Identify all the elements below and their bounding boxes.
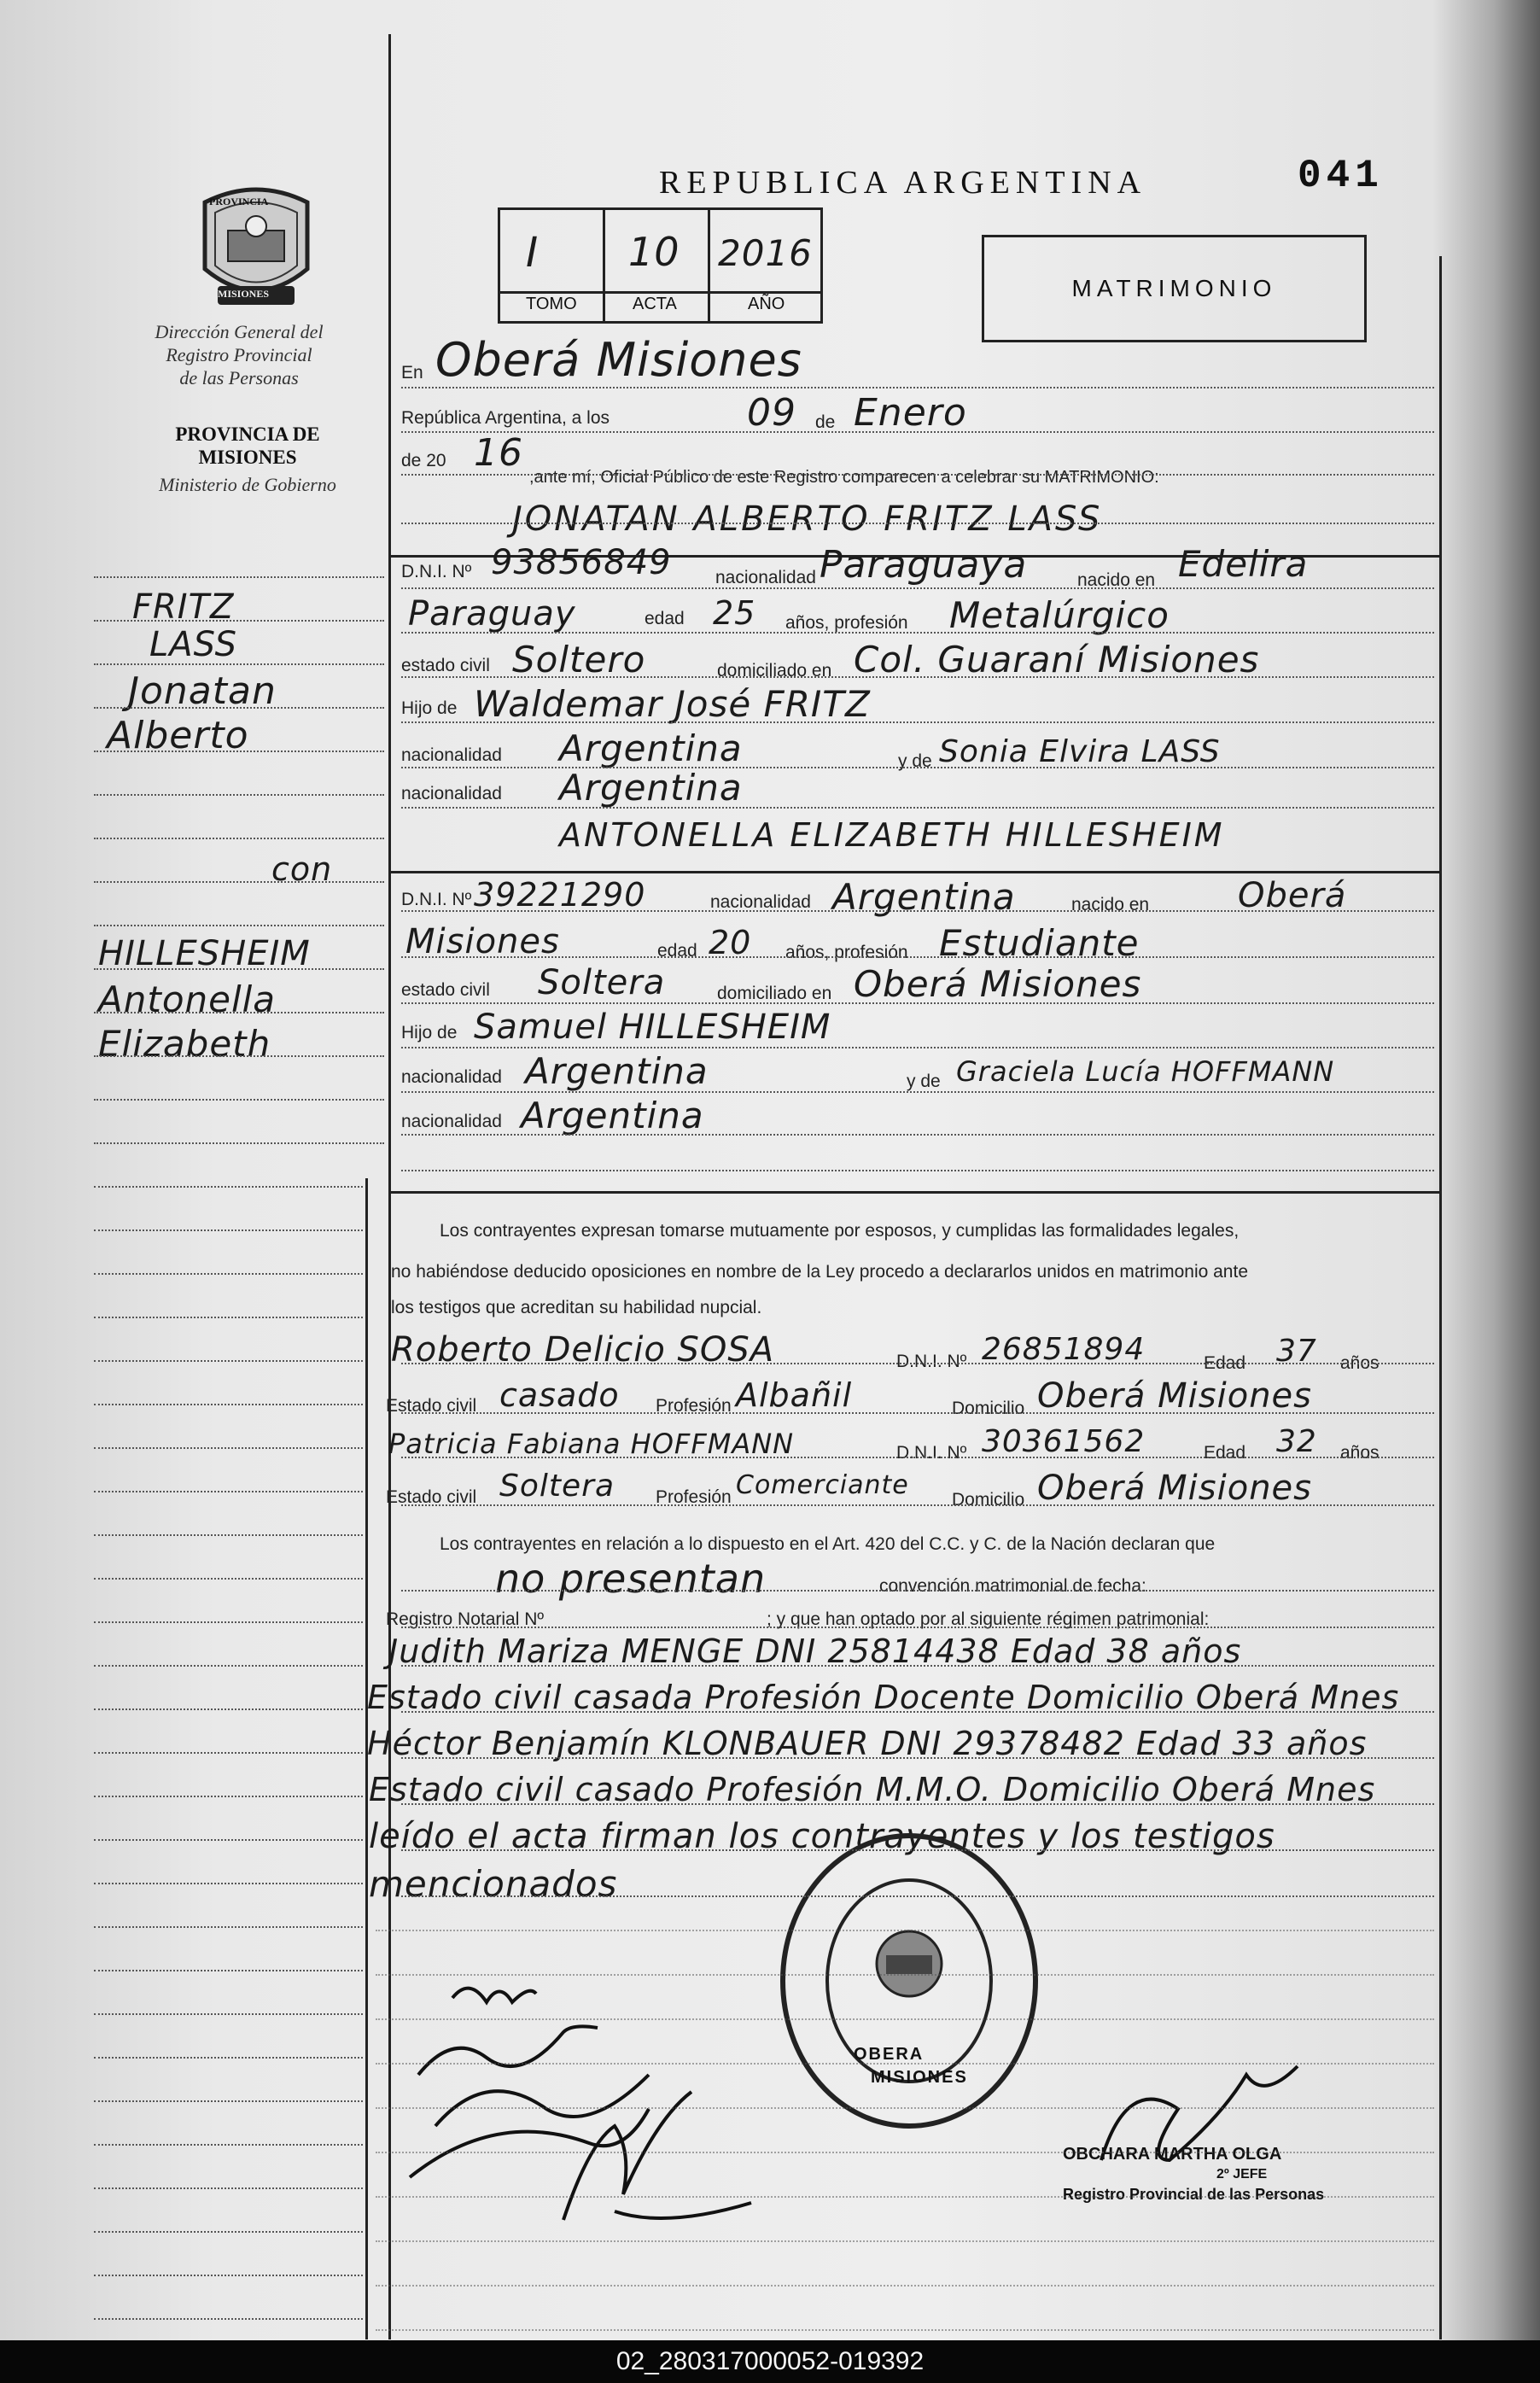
margin-ruling-line bbox=[94, 1404, 363, 1405]
signer-office: Registro Provincial de las Personas bbox=[1063, 2186, 1325, 2203]
right-rule bbox=[1439, 256, 1442, 2339]
margin-ruling-line bbox=[94, 1447, 363, 1449]
margin-ruling-line bbox=[94, 925, 384, 926]
edad-label: Edad bbox=[1204, 1443, 1246, 1463]
witness-profession: Comerciante bbox=[736, 1470, 909, 1500]
margin-ruling-line bbox=[94, 1360, 363, 1362]
province-name bbox=[115, 423, 380, 469]
registry-line: de las Personas bbox=[179, 367, 299, 388]
page-ruling-line bbox=[376, 2018, 1434, 2020]
field-underline bbox=[401, 910, 1434, 912]
field-underline bbox=[401, 1895, 1434, 1897]
margin-ruling-line bbox=[94, 2231, 363, 2233]
anos-label: años bbox=[1340, 1353, 1380, 1373]
margin-ruling-line bbox=[94, 1621, 363, 1623]
bride-name: ANTONELLA ELIZABETH HILLESHEIM bbox=[559, 816, 1225, 854]
margin-note: HILLESHEIM bbox=[98, 934, 311, 973]
de-label: de bbox=[815, 412, 836, 432]
margin-note: FRITZ bbox=[132, 587, 235, 627]
signer-name: OBCHARA MARTHA OLGA bbox=[1063, 2145, 1282, 2164]
margin-ruling-line bbox=[94, 1273, 363, 1275]
margin-ruling-line bbox=[94, 1186, 363, 1188]
margin-ruling-line bbox=[94, 1796, 363, 1797]
nac-label: nacionalidad bbox=[401, 1112, 502, 1131]
groom-nationality: Paraguaya bbox=[820, 543, 1028, 587]
seal-province: MISIONES bbox=[871, 2068, 968, 2087]
field-underline bbox=[401, 1170, 1434, 1171]
margin-note: Antonella bbox=[98, 978, 277, 1020]
registry-line: Dirección General del bbox=[155, 321, 324, 342]
notes-line: Estado civil casado Profesión M.M.O. Domicilio Oberá Mnes bbox=[369, 1771, 1376, 1808]
field-underline bbox=[401, 1504, 1434, 1506]
dni-label: D.N.I. Nº bbox=[401, 562, 472, 581]
groom-mother: Sonia Elvira LASS bbox=[939, 734, 1221, 769]
file-id-footer: 02_280317000052-019392 bbox=[0, 2340, 1540, 2383]
groom-domicile: Col. Guaraní Misiones bbox=[854, 639, 1260, 680]
acta-value: 10 bbox=[628, 229, 680, 275]
field-underline bbox=[401, 1002, 1434, 1004]
margin-ruling-line bbox=[94, 751, 384, 752]
page-ruling-line bbox=[376, 2107, 1434, 2109]
groom-name: JONATAN ALBERTO FRITZ LASS bbox=[512, 499, 1103, 539]
yde-label: y de bbox=[907, 1072, 941, 1091]
dom-label: domiciliado en bbox=[717, 661, 832, 680]
margin-ruling-line bbox=[94, 1752, 363, 1754]
field-underline bbox=[401, 1412, 1434, 1414]
bride-mother-nationality: Argentina bbox=[521, 1095, 704, 1136]
dni-label: D.N.I. Nº bbox=[896, 1352, 967, 1371]
field-underline bbox=[401, 1134, 1434, 1136]
dom-label: Domicilio bbox=[952, 1490, 1025, 1510]
groom-dni: 93856849 bbox=[491, 543, 672, 582]
intro-text: ,ante mí, Oficial Público de este Registro comparecen a celebrar su MATRIMONIO: bbox=[529, 468, 1159, 487]
margin-ruling-line bbox=[94, 2187, 363, 2189]
convention-value: no presentan bbox=[495, 1556, 767, 1602]
page-ruling-line bbox=[376, 2329, 1434, 2331]
nac-label: nacionalidad bbox=[401, 745, 502, 765]
prof-label: Profesión bbox=[656, 1396, 732, 1416]
province-line: MISIONES bbox=[198, 447, 297, 468]
civil-label: Estado civil bbox=[386, 1396, 477, 1416]
folio-number: 041 bbox=[1298, 154, 1384, 198]
margin-ruling-line bbox=[94, 1142, 384, 1144]
notarial-label: Registro Notarial Nº bbox=[386, 1609, 545, 1629]
bride-dni: 39221290 bbox=[474, 876, 646, 914]
margin-ruling-line bbox=[94, 1708, 363, 1710]
nac-label: nacionalidad bbox=[401, 1067, 502, 1087]
margin-ruling-line bbox=[94, 620, 384, 622]
prof-label: años, profesión bbox=[785, 943, 908, 962]
crest-text: PROVINCIA bbox=[209, 196, 269, 207]
dom-label: Domicilio bbox=[952, 1399, 1025, 1418]
bride-nationality: Argentina bbox=[832, 876, 1016, 918]
page-ruling-line bbox=[376, 2063, 1434, 2065]
field-underline bbox=[401, 587, 1434, 589]
witness-age: 37 bbox=[1276, 1334, 1317, 1369]
groom-age: 25 bbox=[713, 594, 756, 632]
field-underline bbox=[401, 721, 1434, 723]
page-ruling-line bbox=[376, 2152, 1434, 2153]
field-underline bbox=[401, 1047, 1434, 1048]
nac-label: nacionalidad bbox=[715, 568, 816, 587]
field-underline bbox=[401, 1849, 1434, 1851]
section-rule bbox=[391, 1191, 1439, 1194]
convention-text: Los contrayentes en relación a lo dispuesto en el Art. 420 del C.C. y C. de la Nación declaran que bbox=[440, 1534, 1216, 1554]
page-ruling-line bbox=[376, 2285, 1434, 2287]
margin-ruling-line bbox=[94, 1491, 363, 1492]
field-underline bbox=[401, 523, 1434, 524]
margin-ruling-line bbox=[94, 1665, 363, 1667]
groom-profession: Metalúrgico bbox=[949, 594, 1170, 636]
bride-profession: Estudiante bbox=[939, 922, 1140, 964]
ministry-name: Ministerio de Gobierno bbox=[159, 474, 336, 495]
registry-table bbox=[498, 207, 823, 324]
edad-label: edad bbox=[645, 609, 685, 628]
field-underline bbox=[401, 632, 1434, 634]
margin-note: LASS bbox=[149, 625, 238, 664]
bride-mother: Graciela Lucía HOFFMANN bbox=[956, 1055, 1335, 1088]
ano-value: 2016 bbox=[718, 232, 813, 274]
tomo-label: TOMO bbox=[526, 295, 577, 313]
witness-civil-status: casado bbox=[499, 1376, 620, 1414]
margin-ruling-line bbox=[94, 1970, 363, 1971]
page-ruling-line bbox=[376, 1974, 1434, 1976]
margin-ruling-line bbox=[94, 1055, 384, 1057]
field-underline bbox=[401, 767, 1434, 768]
margin-ruling-line bbox=[94, 2144, 363, 2146]
groom-birthplace: Edelira bbox=[1178, 543, 1309, 585]
bride-civil-status: Soltera bbox=[538, 963, 666, 1002]
witness-domicile: Oberá Misiones bbox=[1037, 1469, 1313, 1508]
edad-label: Edad bbox=[1204, 1353, 1246, 1373]
record-type-box: MATRIMONIO bbox=[982, 235, 1367, 342]
field-underline bbox=[401, 387, 1434, 388]
margin-ruling-line bbox=[94, 663, 384, 665]
year-prefix: de 20 bbox=[401, 451, 446, 470]
margin-ruling-line bbox=[94, 881, 384, 883]
field-underline bbox=[401, 1457, 1434, 1458]
prof-label: Profesión bbox=[656, 1487, 732, 1507]
dni-label: D.N.I. Nº bbox=[401, 890, 472, 909]
signer-title: 2º JEFE bbox=[1216, 2167, 1268, 2181]
page-ruling-line bbox=[376, 2240, 1434, 2242]
field-underline bbox=[401, 676, 1434, 678]
field-underline bbox=[401, 431, 1434, 433]
regime-label: ; y que han optado por al siguiente régimen patrimonial: bbox=[767, 1609, 1210, 1629]
born-label: nacido en bbox=[1077, 570, 1156, 590]
month-value: Enero bbox=[854, 391, 967, 435]
field-underline bbox=[401, 1590, 1434, 1592]
notes-line: Judith Mariza MENGE DNI 25814438 Edad 38 años bbox=[388, 1632, 1242, 1670]
margin-ruling-line bbox=[94, 1099, 384, 1101]
dni-label: D.N.I. Nº bbox=[896, 1443, 967, 1463]
margin-ruling-line bbox=[94, 2013, 363, 2015]
field-underline bbox=[401, 1091, 1434, 1093]
margin-ruling-line bbox=[94, 1534, 363, 1536]
margin-rule bbox=[388, 34, 391, 2339]
field-underline bbox=[401, 474, 1434, 476]
field-underline bbox=[401, 956, 1434, 958]
margin-ruling-line bbox=[94, 1839, 363, 1841]
bride-age: 20 bbox=[709, 924, 752, 961]
acta-label: ACTA bbox=[633, 295, 677, 313]
margin-ruling-line bbox=[94, 1229, 363, 1231]
margin-note: con bbox=[271, 850, 333, 888]
notes-line: leído el acta firman los contrayentes y los testigos bbox=[369, 1817, 1275, 1856]
margin-ruling-line bbox=[94, 707, 384, 709]
declaration-text: los testigos que acreditan su habilidad nupcial. bbox=[391, 1298, 762, 1317]
field-underline bbox=[401, 1665, 1434, 1667]
year-suffix: 16 bbox=[474, 431, 523, 475]
groom-birthplace-country: Paraguay bbox=[408, 594, 576, 634]
place-value: Oberá Misiones bbox=[435, 333, 802, 387]
civil-label: estado civil bbox=[401, 656, 490, 675]
witness-age: 32 bbox=[1276, 1424, 1317, 1459]
witness-name: Roberto Delicio SOSA bbox=[391, 1330, 775, 1370]
country-title: REPUBLICA ARGENTINA bbox=[659, 165, 1147, 201]
civil-label: estado civil bbox=[401, 980, 490, 1000]
section-rule bbox=[391, 871, 1439, 873]
edad-label: edad bbox=[657, 941, 697, 961]
margin-ruling-line bbox=[94, 1012, 384, 1013]
declaration-text: no habiéndose deducido oposiciones en nombre de la Ley procedo a declararlos unidos en matrimonio ante bbox=[391, 1262, 1249, 1282]
bride-domicile: Oberá Misiones bbox=[854, 963, 1142, 1005]
witness-civil-status: Soltera bbox=[499, 1469, 615, 1504]
seal-city: OBERA bbox=[854, 2045, 925, 2064]
field-underline bbox=[401, 1363, 1434, 1364]
en-label: En bbox=[401, 363, 423, 383]
margin-ruling-line bbox=[94, 2318, 363, 2320]
civil-label: Estado civil bbox=[386, 1487, 477, 1507]
registry-name bbox=[115, 320, 363, 389]
declaration-text: Los contrayentes expresan tomarse mutuamente por esposos, y cumplidas las formalidades legales, bbox=[440, 1221, 1240, 1241]
field-underline bbox=[401, 807, 1434, 809]
witness-profession: Albañil bbox=[736, 1376, 853, 1414]
margin-ruling-line bbox=[94, 794, 384, 796]
groom-father-nationality: Argentina bbox=[559, 727, 743, 769]
field-underline bbox=[401, 1711, 1434, 1713]
tomo-value: I bbox=[526, 229, 540, 277]
notes-line: Héctor Benjamín KLONBAUER DNI 29378482 Edad 33 años bbox=[367, 1725, 1368, 1762]
margin-ruling-line bbox=[94, 2275, 363, 2276]
margin-ruling-line bbox=[94, 1317, 363, 1318]
page-ruling-line bbox=[376, 2196, 1434, 2198]
registry-line: Registro Provincial bbox=[166, 344, 312, 365]
margin-ruling-line bbox=[94, 1926, 363, 1928]
margin-ruling-line bbox=[94, 838, 384, 839]
hijo-label: Hijo de bbox=[401, 1023, 458, 1043]
groom-father: Waldemar José FRITZ bbox=[474, 683, 871, 725]
hijo-label: Hijo de bbox=[401, 698, 458, 718]
convention-date-label: convención matrimonial de fecha: bbox=[879, 1576, 1146, 1596]
margin-ruling-line bbox=[94, 1883, 363, 1884]
notes-line: mencionados bbox=[369, 1863, 618, 1905]
notes-line: Estado civil casada Profesión Docente Domicilio Oberá Mnes bbox=[367, 1679, 1400, 1716]
witness-domicile: Oberá Misiones bbox=[1037, 1376, 1313, 1416]
republic-label: República Argentina, a los bbox=[401, 408, 610, 428]
yde-label: y de bbox=[898, 751, 932, 771]
anos-label: años bbox=[1340, 1443, 1380, 1463]
bride-father: Samuel HILLESHEIM bbox=[474, 1008, 831, 1047]
margin-ruling-line bbox=[94, 2100, 363, 2102]
margin-note: Elizabeth bbox=[98, 1023, 271, 1065]
field-underline bbox=[401, 1627, 1434, 1628]
witness-dni: 30361562 bbox=[982, 1424, 1146, 1459]
signatures-scribble bbox=[401, 1964, 794, 2246]
margin-ruling-line bbox=[94, 2057, 363, 2059]
witness-name: Patricia Fabiana HOFFMANN bbox=[388, 1428, 795, 1460]
page-ruling-line bbox=[376, 1930, 1434, 1931]
margin-ruling-line bbox=[94, 1578, 363, 1580]
born-label: nacido en bbox=[1071, 895, 1150, 914]
margin-ruling-line bbox=[94, 968, 384, 970]
ano-label: AÑO bbox=[748, 295, 785, 313]
official-seal-stamp bbox=[777, 1827, 1041, 2135]
field-underline bbox=[401, 1803, 1434, 1805]
groom-mother-nationality: Argentina bbox=[559, 767, 743, 809]
nac-label: nacionalidad bbox=[710, 892, 811, 912]
bride-father-nationality: Argentina bbox=[525, 1050, 709, 1092]
bride-birthplace: Oberá bbox=[1238, 876, 1347, 915]
margin-note: Alberto bbox=[107, 714, 249, 757]
dom-label: domiciliado en bbox=[717, 984, 832, 1003]
groom-civil-status: Soltero bbox=[512, 639, 646, 680]
prof-label: años, profesión bbox=[785, 613, 908, 633]
witness-dni: 26851894 bbox=[982, 1332, 1146, 1367]
bride-birthplace-province: Misiones bbox=[405, 922, 560, 961]
margin-ruling-line bbox=[94, 576, 384, 578]
field-underline bbox=[401, 1757, 1434, 1759]
crest-ribbon-text: MISIONES bbox=[218, 288, 270, 300]
margin-note: Jonatan bbox=[128, 669, 277, 713]
day-value: 09 bbox=[747, 391, 796, 435]
province-line: PROVINCIA DE bbox=[175, 423, 320, 445]
nac-label: nacionalidad bbox=[401, 784, 502, 803]
